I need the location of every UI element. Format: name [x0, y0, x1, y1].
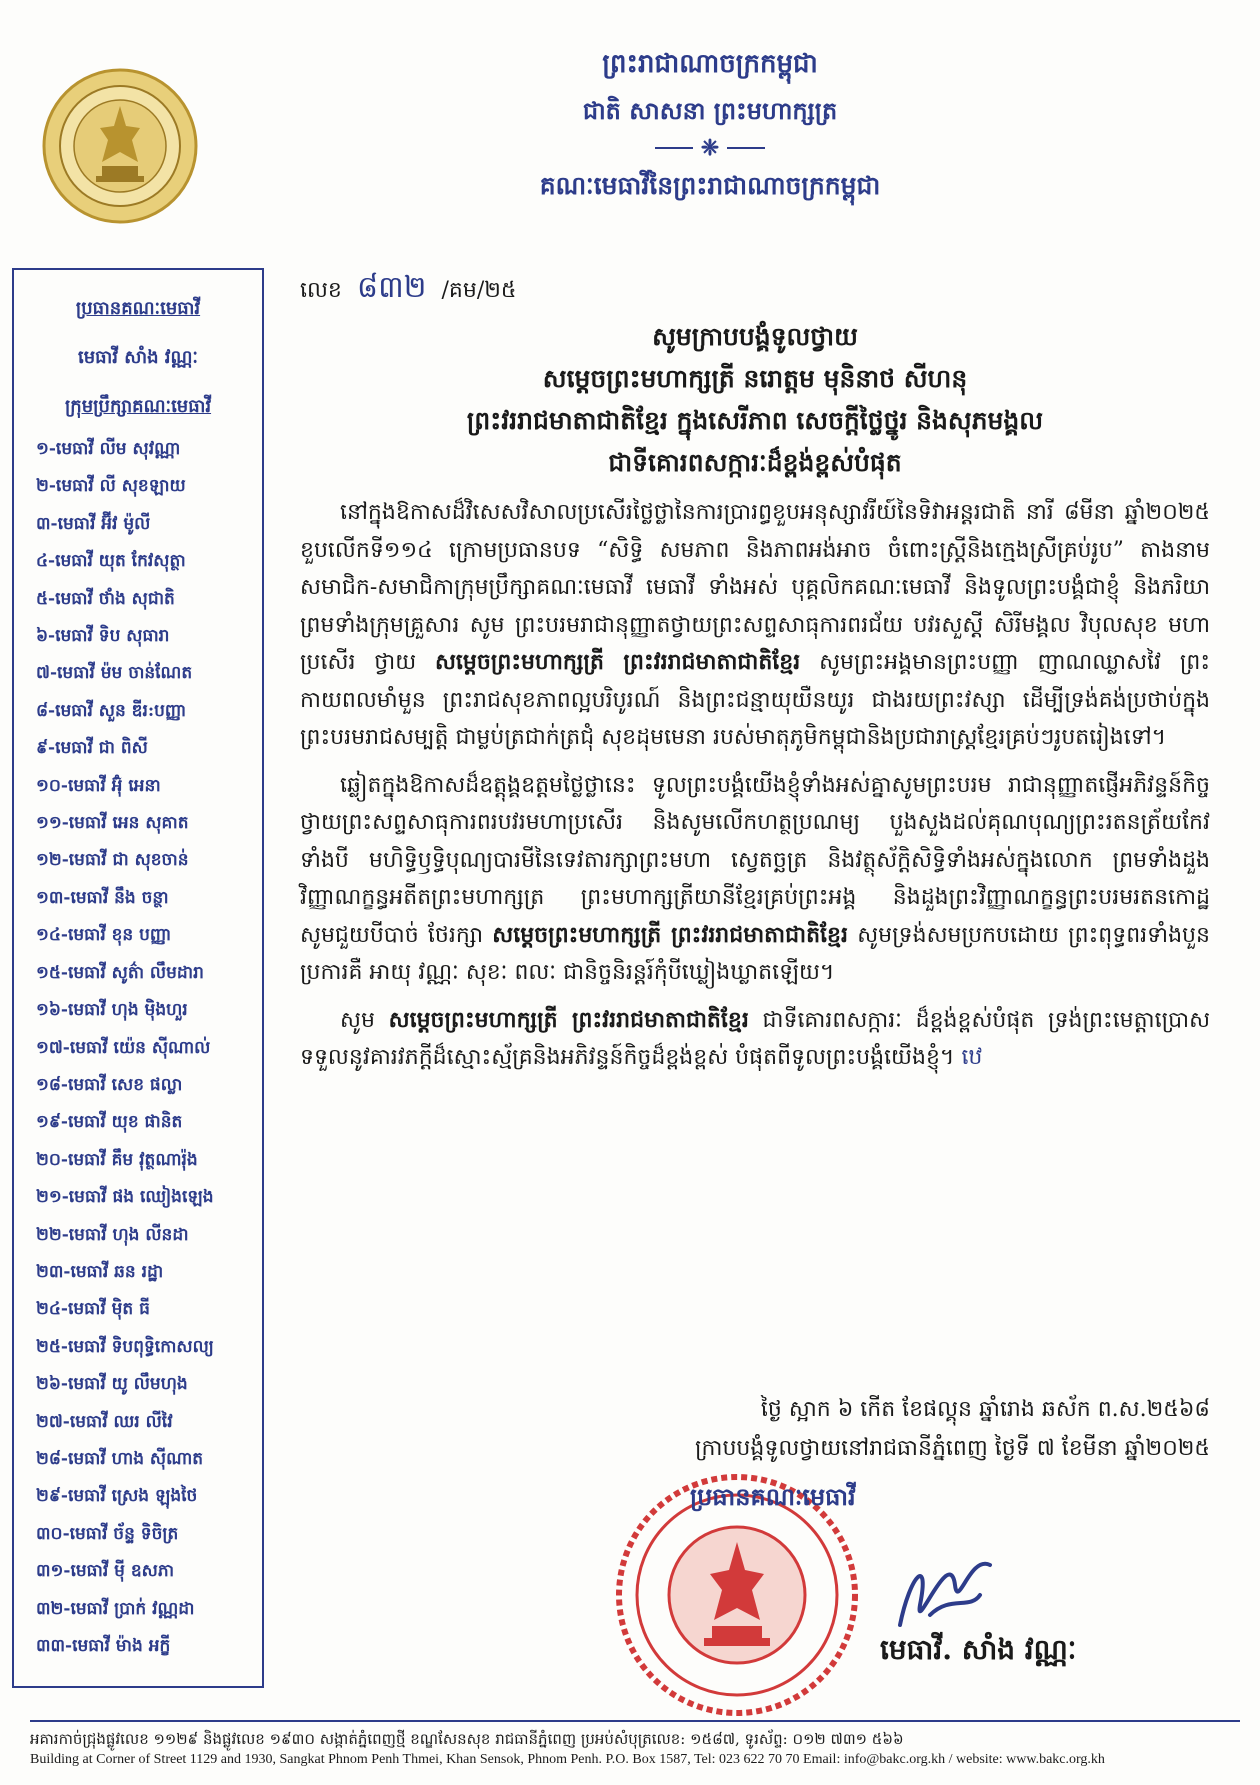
- footer-divider: [30, 1720, 1240, 1722]
- lunar-date: ថ្ងៃ ស្អាក ៦ កើត ខែផល្គុន ឆ្នាំរោង ឆស័ក ព.ស.២៥៦៨: [760, 1397, 1210, 1422]
- council-member: ២៧-មេធាវី ឈរ លីវៃ: [36, 1411, 173, 1432]
- council-member-list: [14, 431, 262, 1665]
- council-member: ២៩-មេធាវី ស្រេង ឡុងថៃ: [36, 1486, 198, 1507]
- letterhead: [460, 40, 960, 210]
- footer-address: [30, 1720, 1240, 1770]
- council-member: ២៨-មេធាវី ហាង ស៊ីណាត: [36, 1448, 204, 1469]
- national-motto: ជាតិ សាសនា ព្រះមហាក្សត្រ: [582, 96, 838, 125]
- council-member: ១៦-មេធាវី ហុង ម៉ិងហួរ: [36, 1000, 188, 1021]
- footer-address-english: Building at Corner of Street 1129 and 1930, Sangkat Phnom Penh Thmei, Khan Sensok, Phnom Penh. P.O. Box 1587, Tel: 023 622 70 70 Email: info@bakc.org.kh / website: www.bakc.org.kh: [30, 1752, 1105, 1767]
- president-name: មេធាវី សាំង វណ្ណៈ: [78, 347, 198, 368]
- council-member: ៣០-មេធាវី ច័ន្ទ ទិចិត្រ: [36, 1523, 179, 1544]
- handwritten-signature: [880, 1515, 1000, 1645]
- paragraph-1: [300, 494, 1210, 757]
- council-member: ១៨-មេធាវី សេខ ផល្លា: [36, 1074, 183, 1095]
- signer-title: ប្រធានគណៈមេធាវី: [690, 1482, 856, 1511]
- bar-association-seal-logo: [40, 66, 200, 226]
- council-member: ៧-មេធាវី ម៉ម ចាន់ណែត: [36, 663, 193, 684]
- paragraph-1-text-b: សូមព្រះអង្គមានព្រះបញ្ញា ញាណឈ្លាសវៃ ព្រះកាយពលមាំមួន ព្រះរាជសុខភាពល្អបរិបូរណ៍ និងព្រះជន្មាយុយឺនយូរ ជាងរយព្រះវស្សា ដើម្បីទ្រង់គង់ប្រថាប់ក្នុងព្រះបរមរាជសម្បត្តិ ជាម្លប់ត្រជាក់ត្រជុំ សុខដុមមេនា របស់មាតុភូមិកម្ពុជានិងប្រជារាស្ត្រខ្មែរគ្រប់ៗរូបតរៀងទៅ។: [300, 650, 1211, 750]
- handwritten-mark: ឋេ: [961, 1045, 983, 1070]
- council-member: ៦-មេធាវី ទិប សុធារា: [36, 626, 170, 647]
- council-member: ១៥-មេធាវី សូត៌ា លឹមដារា: [36, 962, 204, 983]
- council-member: ២០-មេធាវី គឹម វុត្ថណារ៉ុង: [36, 1149, 198, 1170]
- president-title: ប្រធានគណៈមេធាវី: [75, 298, 201, 319]
- paragraph-1-bold: សម្តេចព្រះមហាក្សត្រី ព្រះវររាជមាតាជាតិខ្មែរ: [434, 649, 801, 675]
- letter-body: [300, 268, 1210, 1077]
- council-member: ២៦-មេធាវី យូ លឹមហុង: [36, 1374, 188, 1395]
- paragraph-2-text-b: សូមទ្រង់សមប្រកបដោយ ព្រះពុទ្ធពរទាំងបួនប្រការគឺ អាយុ វណ្ណៈ សុខៈ ពលៈ ជានិច្ចនិរន្តរ៍កុំបីឃ្លៀងឃ្លាតឡើយ។: [300, 922, 1210, 985]
- council-member: ២៥-មេធាវី ទិបពុទ្ធិកោសល្យ: [36, 1336, 214, 1357]
- council-member: ៣-មេធាវី អ៊ីវ ម៉ូលី: [36, 513, 151, 534]
- title-line: សម្តេចព្រះមហាក្សត្រី នរោត្តម មុនិនាថ សីហនុ: [542, 364, 968, 393]
- paragraph-2-text-a: ឆ្លៀតក្នុងឱកាសដ៏ឧត្តុង្គឧត្តមថ្លៃថ្លានេះ ទូលព្រះបង្គំយើងខ្ញុំទាំងអស់គ្នាសូមព្រះបរម រាជានុញ្ញាតផ្ញើអភិវន្ទន៍កិច្ចថ្វាយព្រះសព្ទសាធុការពរបវរមហាប្រសើរ និងសូមលើកហត្ថប្រណម្យ បួងសួងដល់គុណបុណ្យព្រះរតនត្រ័យកែវទាំងបី មហិទ្ធិឫទ្ធិបុណ្យបារមីនៃទេវតារក្សាព្រះមហា ស្វេតច្ឆត្រ និងវត្ថុស័ក្តិសិទ្ធិទាំងអស់ក្នុងលោក ព្រមទាំងដួងវិញ្ញាណក្ខន្ធអតីតព្រះមហាក្សត្រ ព្រះមហាក្សត្រីយានីខ្មែរគ្រប់ព្រះអង្គ និងដួងព្រះវិញ្ញាណក្ខន្ធព្រះបរមរតនកោដ្ឋ សូមជួយបីបាច់ ថែរក្សា: [300, 772, 1210, 948]
- paragraph-2-bold: សម្តេចព្រះមហាក្សត្រី ព្រះវររាជមាតាជាតិខ្មែរ: [492, 921, 848, 948]
- council-member: ៥-មេធាវី ថាំង សុជាតិ: [36, 588, 175, 609]
- ornament-bar-left: [655, 147, 693, 149]
- paragraph-3-text-b: ជាទីគោរពសក្ការៈ ដ៏ខ្ពង់ខ្ពស់បំផុត ទ្រង់ព្រះមេត្តាប្រោសទទួលនូវគារវភក្តីដ៏ស្មោះស្ម័គ្រនិងអភិវន្ទន៍កិច្ចដ៏ខ្ពង់ខ្ពស់ បំផុតពីទូលព្រះបង្គំយើងខ្ញុំ។: [300, 1007, 1211, 1070]
- council-member: ២១-មេធាវី ផង ឈៀងឡេង: [36, 1187, 214, 1208]
- paragraph-3-text-a: សូម: [340, 1007, 375, 1033]
- title-line: សូមក្រាបបង្គំទូលថ្វាយ: [652, 322, 858, 351]
- council-sidebar: [12, 268, 264, 1688]
- council-member: ៨-មេធាវី សួន ឌីរ:បញ្ញា: [36, 700, 187, 721]
- footer-address-khmer: អគារកាច់ជ្រុងផ្លូវលេខ ១១២៩ និងផ្លូវលេខ ១៩៣០ សង្កាត់ភ្នំពេញថ្មី ខណ្ឌសែនសុខ រាជធានីភ្នំពេញ ប្រអប់សំបុត្រលេខ: ១៥៨៧, ទូរស័ព្ទ: ០១២ ៧៣១ ៥៦៦: [30, 1730, 904, 1748]
- ornament-icon: ❈: [700, 135, 720, 161]
- paragraph-1-text-a: នៅក្នុងឱកាសដ៏វិសេសវិសាលប្រសើរថ្លៃថ្លានៃការប្រារព្ធខួបអនុស្សាវរីយ៍នៃទិវាអន្តរជាតិ នារី ៨មីនា ឆ្នាំ២០២៥ ខួបលើកទី១១៤ ក្រោមប្រធានបទ “សិទ្ធិ សមភាព និងភាពអង់អាច ចំពោះស្ត្រីនិងក្មេងស្រីគ្រប់រូប” តាងនាមសមាជិក-សមាជិកាក្រុមប្រឹក្សាគណៈមេធាវី មេធាវី ទាំងអស់ បុគ្គលិកគណៈមេធាវី និងទូលព្រះបង្គំជាខ្ញុំ និងភរិយា ព្រមទាំងក្រុមគ្រួសារ សូម ព្រះបរមរាជានុញ្ញាតថ្វាយព្រះសព្ទសាធុការពរជ័យ បវរសួស្តី សិរីមង្គល វិបុលសុខ មហាប្រសើរ ថ្វាយ: [300, 500, 1210, 675]
- council-member: ៣៣-មេធាវី ម៉ាង អក្ខី: [36, 1636, 171, 1656]
- council-member: ២៤-មេធាវី ម៉ិត ធី: [36, 1299, 150, 1320]
- header-ornament: [460, 134, 960, 162]
- council-member: ២-មេធាវី លី សុខឡាយ: [36, 476, 186, 497]
- solar-date: ក្រាបបង្គំទូលថ្វាយនៅរាជធានីភ្នំពេញ ថ្ងៃទី ៧ ខែមីនា ឆ្នាំ២០២៥: [694, 1436, 1210, 1461]
- council-member: ៩-មេធាវី ជា ពិសី: [36, 738, 148, 759]
- council-member: ១០-មេធាវី អ៊ុំ អេនា: [36, 775, 161, 796]
- ref-number: ៨៣២: [356, 270, 427, 305]
- council-member: ៣១-មេធាវី ម៉ី ឧសភា: [36, 1561, 175, 1582]
- signer-name: មេធាវី. សាំង វណ្ណៈ: [880, 1633, 1077, 1666]
- organization-name: គណៈមេធាវីនៃព្រះរាជាណាចក្រកម្ពុជា: [539, 171, 881, 200]
- council-member: ១-មេធាវី លីម សុវណ្ណា: [36, 439, 181, 459]
- council-member: ២២-មេធាវី ហុង លីនដា: [36, 1224, 189, 1245]
- council-member: ១៣-មេធាវី នឹង ចន្ថា: [36, 887, 169, 908]
- ornament-bar-right: [727, 147, 765, 149]
- letter-title-block: [300, 316, 1210, 484]
- council-title: ក្រុមប្រឹក្សាគណៈមេធាវី: [64, 396, 212, 417]
- ref-prefix: លេខ: [300, 278, 342, 303]
- council-member: ២៣-មេធាវី ឆន រដ្ឋា: [36, 1261, 164, 1282]
- council-member: ១១-មេធាវី អេន សុគាត: [36, 813, 189, 834]
- title-line: ជាទីគោរពសក្ការៈដ៏ខ្ពង់ខ្ពស់បំផុត: [608, 448, 902, 477]
- council-member: ៣២-មេធាវី ប្រាក់ វណ្ណដា: [36, 1598, 195, 1619]
- council-member: ១២-មេធាវី ជា សុខចាន់: [36, 850, 189, 871]
- council-member: ១៩-មេធាវី យុខ ផានិត: [36, 1112, 183, 1133]
- paragraph-2: [300, 767, 1210, 992]
- council-member: ១៤-មេធាវី ខុន បញ្ញា: [36, 925, 172, 946]
- title-line: ព្រះវររាជមាតាជាតិខ្មែរ ក្នុងសេរីភាព សេចក្តីថ្លៃថ្នូរ និងសុភមង្គល: [466, 406, 1044, 435]
- paragraph-3: [300, 1002, 1210, 1077]
- council-member: ១៧-មេធាវី យ៉េន ស៊ីណាល់: [36, 1037, 211, 1058]
- reference-number: [300, 268, 1210, 312]
- ref-suffix: /គម/២៥: [441, 278, 517, 303]
- council-member: ៤-មេធាវី យុត កែវសុត្ថា: [36, 551, 186, 572]
- paragraph-3-bold: សម្តេចព្រះមហាក្សត្រី ព្រះវររាជមាតាជាតិខ្មែរ: [388, 1006, 749, 1033]
- kingdom-name: ព្រះរាជាណាចក្រកម្ពុជា: [602, 49, 818, 79]
